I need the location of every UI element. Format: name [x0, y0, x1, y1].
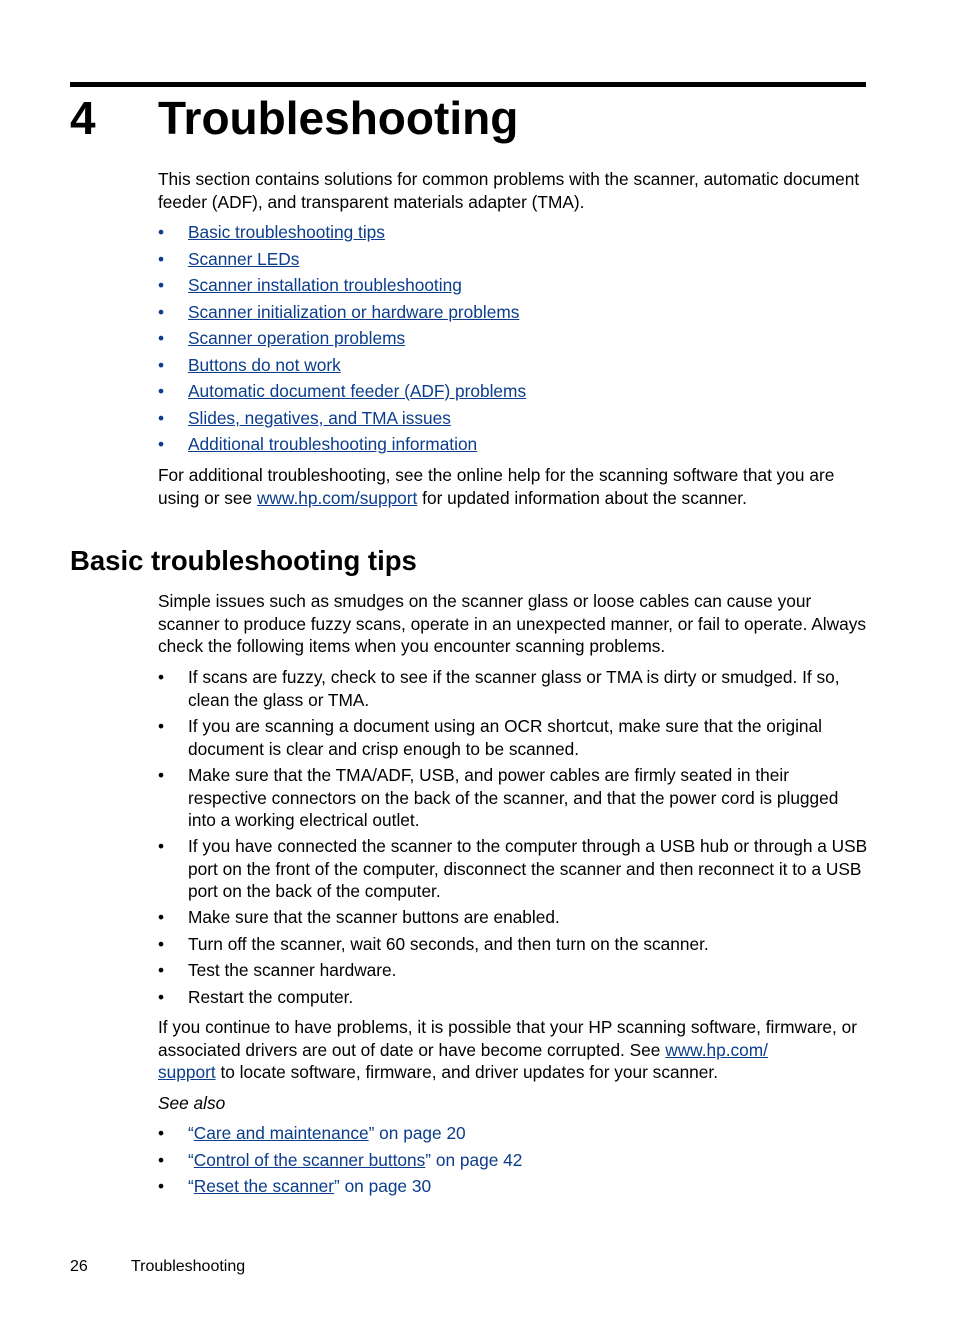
bullet: • [158, 960, 165, 980]
section-intro: Simple issues such as smudges on the scanner glass or loose cables can cause your scanner to produce fuzzy scans, operate in an unexpected manner, or fail to operate. Always check the following items when you encounter scanning problems. [158, 591, 866, 656]
toc-item [158, 327, 870, 350]
see-also-item: • “Care and maintenance” on page 20 [158, 1123, 466, 1143]
see-also-link-buttons[interactable]: Control of the scanner buttons [193, 1150, 426, 1170]
tip-item: • Turn off the scanner, wait 60 seconds, and then turn on the scanner. [158, 934, 709, 954]
bullet: • [158, 222, 165, 242]
toc-item [158, 274, 870, 297]
toc-item [158, 380, 870, 403]
bullet: • [158, 716, 165, 736]
see-also-item: • “Reset the scanner” on page 30 [158, 1176, 432, 1196]
see-also-item: • “Control of the scanner buttons” on page 42 [158, 1150, 523, 1170]
toc-link-tma[interactable]: Slides, negatives, and TMA issues [188, 408, 451, 428]
bullet: • [158, 381, 165, 401]
bullet: • [158, 934, 165, 954]
toc-item [158, 433, 870, 456]
toc-link-operation[interactable]: Scanner operation problems [188, 328, 406, 348]
hp-support-link-2[interactable]: support [158, 1062, 216, 1082]
bullet: • [158, 667, 165, 687]
see-also-link-reset[interactable]: Reset the scanner [193, 1176, 335, 1196]
tip-item: • Make sure that the TMA/ADF, USB, and power cables are firmly seated in their respective connectors on the back of the scanner, and that the power cord is plugged into a working electrical outlet. [158, 765, 839, 830]
chapter-heading [70, 88, 866, 148]
toc-link-scanner-leds[interactable]: Scanner LEDs [188, 249, 300, 269]
toc-link-basic-tips[interactable]: Basic troubleshooting tips [188, 222, 385, 242]
bullet: • [158, 249, 165, 269]
toc-item [158, 221, 870, 244]
section-heading: Basic troubleshooting tips [70, 545, 417, 576]
toc-item [158, 248, 870, 271]
bullet: • [158, 765, 165, 785]
toc-item [158, 407, 870, 430]
bullet: • [158, 907, 165, 927]
bullet: • [158, 328, 165, 348]
toc-link-buttons[interactable]: Buttons do not work [188, 355, 341, 375]
tip-item: • Test the scanner hardware. [158, 960, 397, 980]
toc-link-installation[interactable]: Scanner installation troubleshooting [188, 275, 462, 295]
footer-page-number: 26 [70, 1258, 88, 1275]
chapter-number: 4 [70, 92, 96, 144]
hp-support-link-1[interactable]: www.hp.com/ [665, 1039, 768, 1060]
bullet: • [158, 987, 165, 1007]
tip-item: • Make sure that the scanner buttons are enabled. [158, 907, 560, 927]
toc-item [158, 301, 870, 324]
tip-item: • If scans are fuzzy, check to see if the scanner glass or TMA is dirty or smudged. If so, clean the glass or TMA. [158, 667, 840, 710]
chapter-rule [70, 82, 866, 87]
toc-link-additional[interactable]: Additional troubleshooting information [188, 434, 478, 454]
chapter-title: Troubleshooting [158, 92, 519, 144]
bullet: • [158, 1123, 165, 1143]
see-also-label: See also [158, 1093, 226, 1113]
bullet: • [158, 355, 165, 375]
bullet: • [158, 1176, 165, 1196]
closing-paragraph: If you continue to have problems, it is possible that your HP scanning software, firmware, or associated drivers are out of date or have become corrupted. See www.hp.com/ support to locate software, firmware, and driver updates for your scanner. [158, 1017, 857, 1082]
tip-item: • If you have connected the scanner to the computer through a USB hub or through a USB port on the front of the computer, disconnect the scanner and then reconnect it to a USB port on the back of the computer. [158, 836, 868, 901]
toc-link-initialization[interactable]: Scanner initialization or hardware problems [188, 302, 520, 322]
additional-paragraph: For additional troubleshooting, see the online help for the scanning software that you are using or see www.hp.com/support for updated information about the scanner. [158, 465, 835, 508]
bullet: • [158, 434, 165, 454]
tip-item: • Restart the computer. [158, 987, 354, 1007]
bullet: • [158, 836, 165, 856]
bullet: • [158, 302, 165, 322]
see-also-link-care[interactable]: Care and maintenance [193, 1123, 369, 1143]
toc-link-adf[interactable]: Automatic document feeder (ADF) problems [188, 381, 527, 401]
bullet: • [158, 408, 165, 428]
bullet: • [158, 1150, 165, 1170]
footer-title: Troubleshooting [131, 1258, 246, 1275]
hp-support-link[interactable]: www.hp.com/support [256, 487, 418, 508]
bullet: • [158, 275, 165, 295]
toc-item [158, 354, 870, 377]
tip-item: • If you are scanning a document using an OCR shortcut, make sure that the original document is clear and crisp enough to be scanned. [158, 716, 822, 759]
intro-paragraph: This section contains solutions for common problems with the scanner, automatic document feeder (ADF), and transparent materials adapter (TMA). [158, 169, 860, 212]
